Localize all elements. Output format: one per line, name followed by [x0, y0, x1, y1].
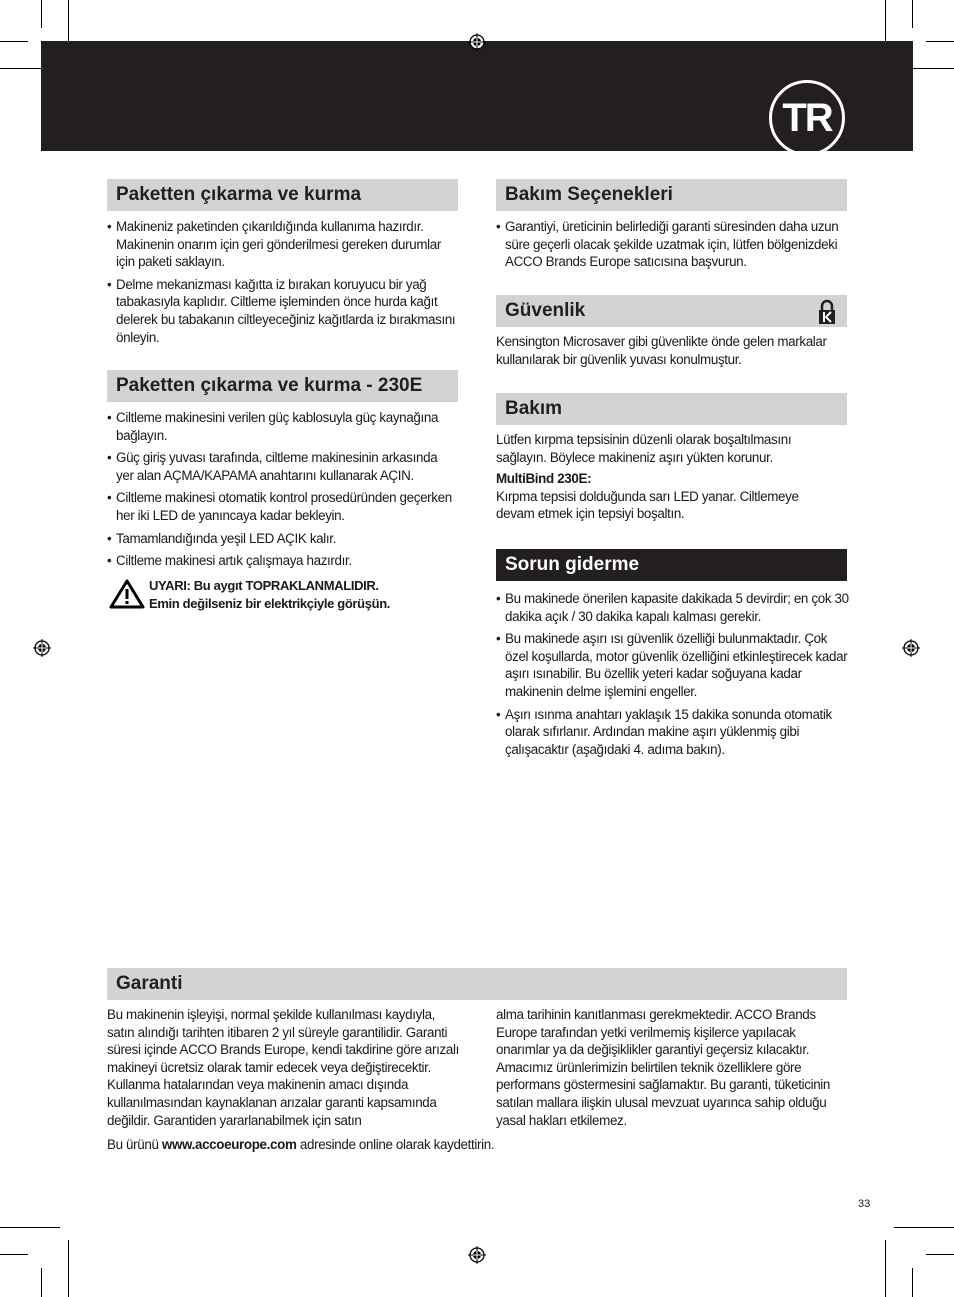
- paragraph: Kırpma tepsisi dolduğunda sarı LED yanar. Ciltlemeye devam etmek için tepsiyi boşaltın.: [496, 488, 799, 522]
- paragraph: Lütfen kırpma tepsisinin düzenli olarak boşaltılmasını sağlayın. Böylece makineniz aşırı yükten korunur.: [496, 432, 792, 465]
- crop-mark: [0, 1227, 60, 1228]
- list-item: • Ciltleme makinesi artık çalışmaya hazırdır.: [107, 552, 458, 570]
- register-url-link[interactable]: www.accoeurope.com: [161, 1137, 297, 1152]
- registration-mark-icon: [468, 1246, 486, 1264]
- section-title-maintenance: Bakım: [496, 393, 847, 425]
- warning-line: UYARI: Bu aygıt TOPRAKLANMALIDIR.: [149, 578, 379, 593]
- crop-mark: [41, 1268, 42, 1297]
- warranty-col1: Bu makinenin işleyişi, normal şekilde kullanılması kaydıyla, satın alındığı tarihten itibaren 2 yıl süreyle garantilidir. Garanti süresi içinde ACCO Brands Europe, kendi takdirine göre arızalı makineyi ücretsiz olarak tamir edecek veya değiştirecektir. Kullanma hatalarından veya makinenin amacı dışında kullanılmasından kaynaklanan arızalar garanti kapsamında değildir. Garantiden yararlanabilmek için satın: [107, 1007, 459, 1128]
- register-prefix: Bu ürünü: [107, 1137, 162, 1152]
- crop-mark: [885, 1240, 886, 1297]
- section-title-warranty: Garanti: [107, 968, 847, 1000]
- register-line: [107, 1136, 707, 1154]
- maintenance-text: [496, 431, 826, 526]
- list-item: • Garantiyi, üreticinin belirlediği garanti süresinden daha uzun süre geçerli olacak şekilde uzatmak için, lütfen bölgenizdeki ACCO Brands Europe satıcısına başvurun.: [496, 218, 847, 271]
- registration-mark-icon: [902, 639, 920, 657]
- unpacking-230e-text: [107, 409, 458, 575]
- crop-mark: [912, 1268, 913, 1297]
- crop-mark: [0, 1254, 28, 1255]
- security-text: [496, 333, 851, 371]
- crop-mark: [0, 41, 28, 42]
- register-suffix: adresinde online olarak kaydettirin.: [296, 1137, 495, 1152]
- registration-mark-icon: [33, 639, 51, 657]
- troubleshooting-text: [496, 590, 851, 763]
- warning-triangle-icon: [109, 579, 145, 609]
- paragraph: Kensington Microsaver gibi güvenlikte önde gelen markalar kullanılarak bir güvenlik yuvası konulmuştur.: [496, 334, 827, 367]
- list-item: • Tamamlandığında yeşil LED AÇIK kalır.: [107, 530, 458, 548]
- crop-mark: [41, 0, 42, 28]
- language-badge: TR: [769, 80, 845, 156]
- crop-mark: [926, 41, 954, 42]
- list-item: • Güç giriş yuvası tarafında, ciltleme makinesinin arkasında yer alan AÇMA/KAPAMA anahtarını kullanarak AÇIN.: [107, 449, 458, 484]
- crop-mark: [926, 1254, 954, 1255]
- crop-mark: [68, 1240, 69, 1297]
- service-text: [496, 218, 847, 276]
- warning-text: [149, 577, 469, 612]
- list-item: • Makineniz paketinden çıkarıldığında kullanıma hazırdır. Makinenin onarım için geri gönderilmesi gereken durumlar için paketi saklayın.: [107, 218, 458, 271]
- section-title-unpacking-230e: Paketten çıkarma ve kurma - 230E: [107, 370, 458, 402]
- warning-line: Emin değilseniz bir elektrikçiyle görüşün.: [149, 595, 391, 611]
- list-item: • Bu makinede aşırı ısı güvenlik özelliği bulunmaktadır. Çok özel koşullarda, motor güvenlik özelliğini etkinleştirecek kadar aşırı ısınabilir. Bu özellik yeteri kadar soğuyana kadar makinenin delme işlemini engeller.: [496, 630, 851, 700]
- registration-mark-icon: [468, 33, 486, 51]
- kensington-lock-icon: [818, 299, 836, 325]
- section-title-service: Bakım Seçenekleri: [496, 179, 847, 211]
- crop-mark: [894, 1227, 954, 1228]
- section-title-security: Güvenlik: [496, 295, 847, 327]
- list-item: • Ciltleme makinesi otomatik kontrol prosedüründen geçerken her iki LED de yanıncaya kadar bekleyin.: [107, 489, 458, 524]
- list-item: • Bu makinede önerilen kapasite dakikada 5 devirdir; en çok 30 dakika açık / 30 dakika kapalı kalması gerekir.: [496, 590, 851, 625]
- warranty-col2: alma tarihinin kanıtlanması gerekmektedir. ACCO Brands Europe tarafından yetki verilmemiş kişilerce yapılacak onarımlar ya da değişiklikler garantiyi geçersiz kılacaktır. Amacımız ürünlerimizin belirtilen teknik özelliklere göre performans göstermesini sağlamaktır. Bu garanti, tüketicinin satılan mallara ilişkin ulusal mevzuat uyarınca sahip olduğu yasal hakları etkilemez.: [496, 1007, 831, 1128]
- section-title-unpacking: Paketten çıkarma ve kurma: [107, 179, 458, 211]
- crop-mark: [912, 0, 913, 28]
- page-number: 33: [858, 1198, 871, 1210]
- model-label: MultiBind 230E:: [496, 471, 592, 487]
- section-title-troubleshooting: Sorun giderme: [496, 549, 847, 581]
- list-item: • Delme mekanizması kağıtta iz bırakan koruyucu bir yağ tabakasıyla kaplıdır. Ciltleme işleminden önce hurda kağıt delerek bu tabakanın ciltleyeceğiniz kağıtlarda iz bırakmasını önleyin.: [107, 276, 458, 346]
- list-item: • Ciltleme makinesini verilen güç kablosuyla güç kaynağına bağlayın.: [107, 409, 458, 444]
- unpacking-text: [107, 218, 458, 351]
- list-item: • Aşırı ısınma anahtarı yaklaşık 15 dakika sonunda otomatik olarak sıfırlanır. Ardından makine aşırı yüklenmiş gibi çalışacaktır (aşağıdaki 4. adıma bakın).: [496, 706, 851, 759]
